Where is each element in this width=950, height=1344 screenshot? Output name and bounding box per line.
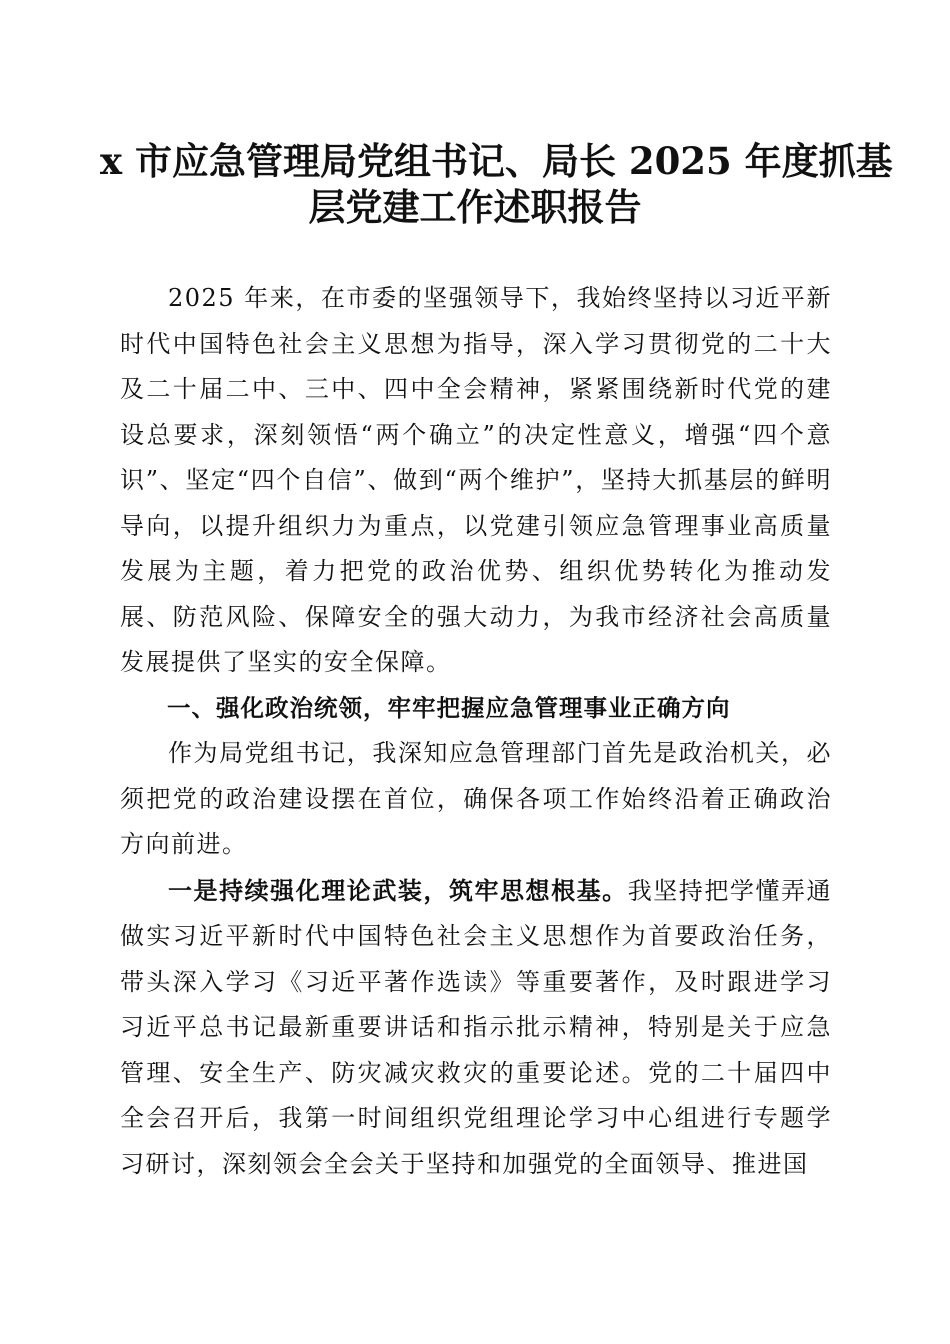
point-1-text: 我坚持把学懂弄通做实习近平新时代中国特色社会主义思想作为首要政治任务，带头深入学习《习近平著作选读》等重要著作，及时跟进学习习近平总书记最新重要讲话和指示批示精神，特别是关于应急管理、安全生产、防灾减灾救灾的重要论述。党的二十届四中全会召开后，我第一时间组织党组理论学习中心组进行专题学习研讨，深刻领会全会关于坚持和加强党的全面领导、推进国 (120, 876, 832, 1178)
point-1-lead: 一是持续强化理论武装，筑牢思想根基。 (168, 875, 628, 905)
intro-paragraph: 2025 年来，在市委的坚强领导下，我始终坚持以习近平新时代中国特色社会主义思想为指导，深入学习贯彻党的二十大及二十届二中、三中、四中全会精神，紧紧围绕新时代党的建设总要求，深刻领悟“两个确立”的决定性意义，增强“四个意识”、坚定“四个自信”、做到“两个维护”，坚持大抓基层的鲜明导向，以提升组织力为重点，以党建引领应急管理事业高质量发展为主题，着力把党的政治优势、组织优势转化为推动发展、防范风险、保障安全的强大动力，为我市经济社会高质量发展提供了坚实的安全保障。 (120, 284, 832, 676)
section-1-heading: 一、强化政治统领，牢牢把握应急管理事业正确方向 (167, 693, 731, 722)
document-title-line-1: x 市应急管理局党组书记、局长 2025 年度抓基 (100, 139, 893, 183)
point-1-paragraph (120, 868, 832, 1188)
document-body (120, 276, 832, 1187)
document-title-line-2: 层党建工作述职报告 (308, 185, 642, 229)
section-1-intro-paragraph: 作为局党组书记，我深知应急管理部门首先是政治机关，必须把党的政治建设摆在首位，确保各项工作始终沿着正确政治方向前进。 (120, 739, 832, 858)
